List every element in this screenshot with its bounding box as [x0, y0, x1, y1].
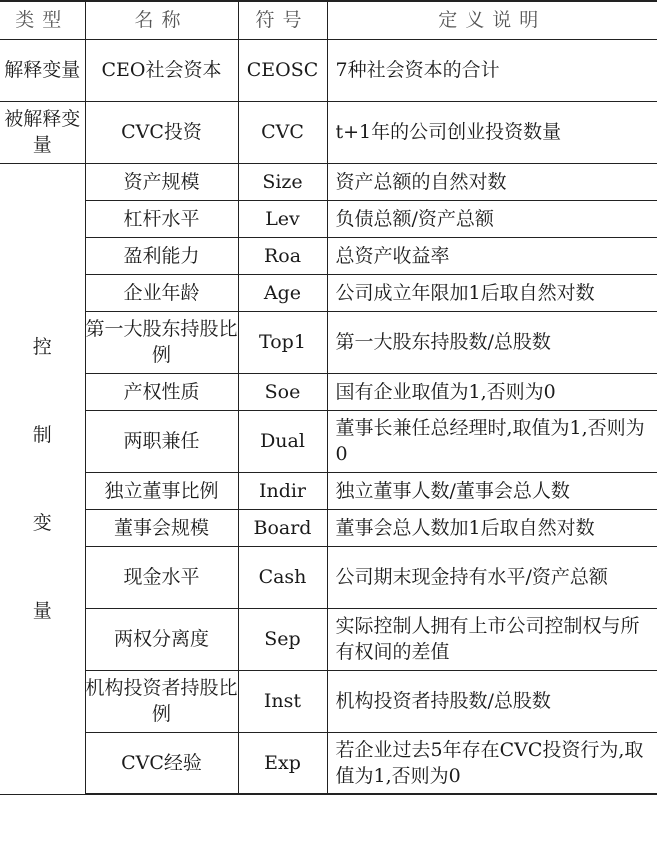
table-row	[0, 608, 657, 670]
row-category: 解释变量	[0, 39, 85, 101]
row-definition: 负债总额/资产总额	[327, 200, 657, 237]
row-definition: 公司成立年限加1后取自然对数	[327, 274, 657, 311]
table-row	[0, 237, 657, 274]
row-symbol: Lev	[238, 200, 327, 237]
row-symbol: Age	[238, 274, 327, 311]
header-symbol: 符号	[238, 1, 327, 39]
category-char: 控	[32, 335, 52, 358]
table-row	[0, 410, 657, 472]
table-row	[0, 39, 657, 101]
row-symbol: Soe	[238, 373, 327, 410]
row-symbol: Roa	[238, 237, 327, 274]
row-name: 两职兼任	[85, 410, 238, 472]
row-definition: 实际控制人拥有上市公司控制权与所有权间的差值	[327, 608, 657, 670]
row-name: 独立董事比例	[85, 472, 238, 509]
row-name: CEO社会资本	[85, 39, 238, 101]
row-symbol: Cash	[238, 546, 327, 608]
row-definition: 若企业过去5年存在CVC投资行为,取值为1,否则为0	[327, 732, 657, 794]
row-definition: 第一大股东持股数/总股数	[327, 311, 657, 373]
row-symbol: Inst	[238, 670, 327, 732]
row-symbol: Top1	[238, 311, 327, 373]
row-symbol: Dual	[238, 410, 327, 472]
header-type: 类型	[0, 1, 85, 39]
row-symbol: Board	[238, 509, 327, 546]
table-row	[0, 732, 657, 794]
row-name: CVC经验	[85, 732, 238, 794]
header-name: 名称	[85, 1, 238, 39]
row-symbol: Indir	[238, 472, 327, 509]
row-name: 资产规模	[85, 163, 238, 200]
control-variable-category	[0, 163, 85, 794]
table-row	[0, 509, 657, 546]
row-definition: 国有企业取值为1,否则为0	[327, 373, 657, 410]
table-row	[0, 373, 657, 410]
row-name: 杠杆水平	[85, 200, 238, 237]
row-symbol: CEOSC	[238, 39, 327, 101]
category-char: 制	[32, 423, 52, 446]
row-definition: 董事长兼任总经理时,取值为1,否则为0	[327, 410, 657, 472]
row-name: 第一大股东持股比例	[85, 311, 238, 373]
row-name: CVC投资	[85, 101, 238, 163]
table-row	[0, 163, 657, 200]
row-name: 现金水平	[85, 546, 238, 608]
row-definition: 公司期末现金持有水平/资产总额	[327, 546, 657, 608]
header-definition: 定义说明	[327, 1, 657, 39]
row-symbol: Size	[238, 163, 327, 200]
row-name: 盈利能力	[85, 237, 238, 274]
row-name: 企业年龄	[85, 274, 238, 311]
row-symbol: Sep	[238, 608, 327, 670]
table-row	[0, 472, 657, 509]
table-row	[0, 274, 657, 311]
table-row	[0, 101, 657, 163]
table-row	[0, 200, 657, 237]
row-name: 机构投资者持股比例	[85, 670, 238, 732]
table-row	[0, 546, 657, 608]
row-definition: 资产总额的自然对数	[327, 163, 657, 200]
row-definition: 机构投资者持股数/总股数	[327, 670, 657, 732]
row-category: 被解释变量	[0, 101, 85, 163]
row-definition: 7种社会资本的合计	[327, 39, 657, 101]
table-row	[0, 311, 657, 373]
row-definition: 独立董事人数/董事会总人数	[327, 472, 657, 509]
row-name: 董事会规模	[85, 509, 238, 546]
row-symbol: Exp	[238, 732, 327, 794]
category-char: 变	[32, 511, 52, 534]
row-definition: 董事会总人数加1后取自然对数	[327, 509, 657, 546]
row-definition: t+1年的公司创业投资数量	[327, 101, 657, 163]
table-row	[0, 670, 657, 732]
row-definition: 总资产收益率	[327, 237, 657, 274]
table-header-row	[0, 1, 657, 39]
row-symbol: CVC	[238, 101, 327, 163]
category-char: 量	[32, 599, 52, 622]
row-name: 两权分离度	[85, 608, 238, 670]
row-name: 产权性质	[85, 373, 238, 410]
